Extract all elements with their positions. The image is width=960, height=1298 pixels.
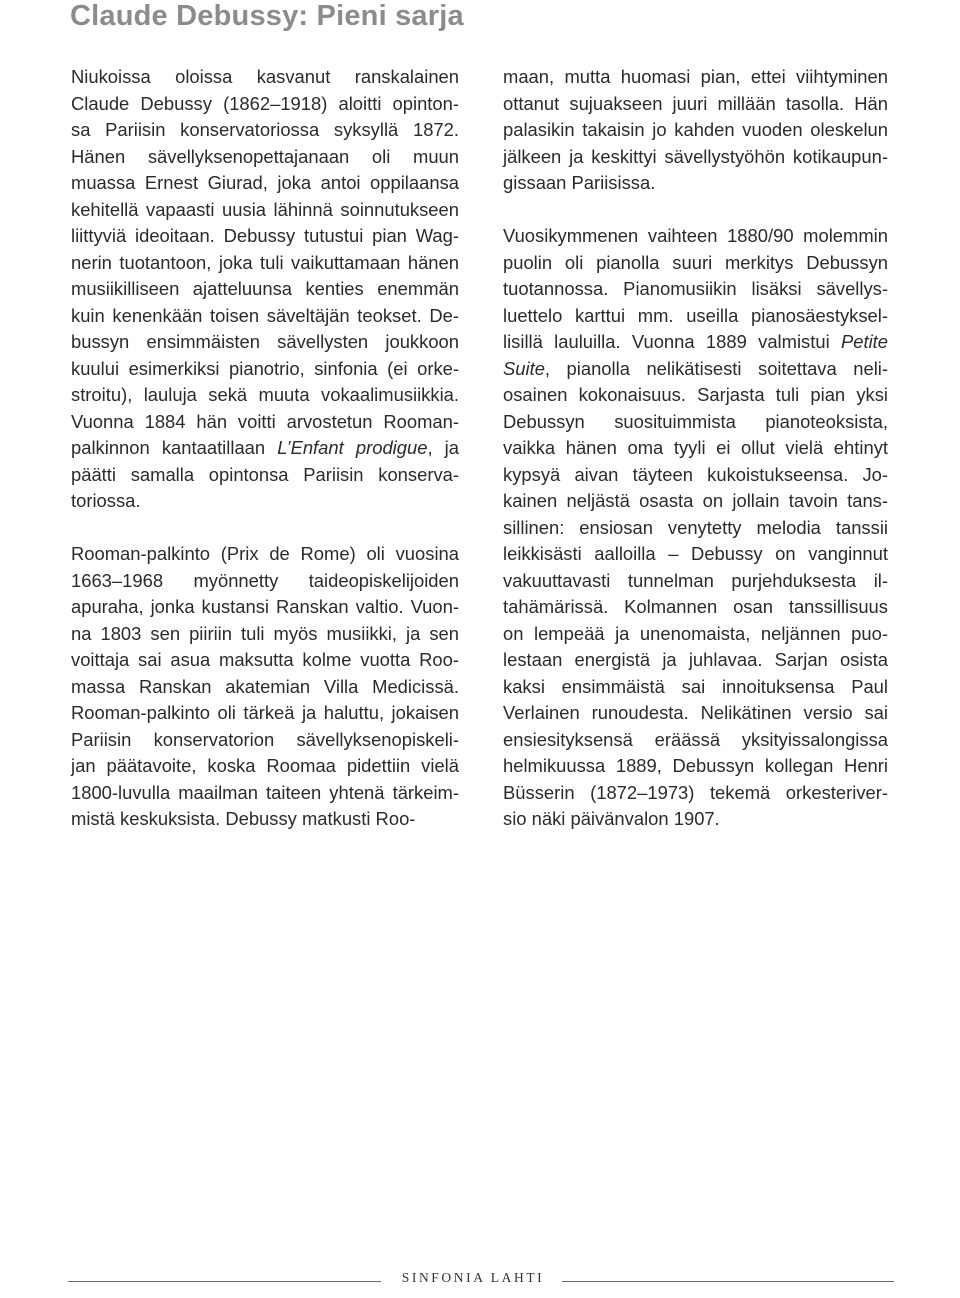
text-line: Vuonna 1884 hän voitti arvostetun Rooman- [71, 410, 459, 432]
text-line: apuraha, jonka kustansi Ranskan valtio. Vuon- [71, 596, 459, 617]
work-title: Suite [503, 357, 545, 379]
text-line: vaikka hänen oma tyyli ei ollut vielä ehtinyt [503, 437, 888, 458]
text-line: kuului esimerkiksi pianotrio, sinfonia (ei orke- [71, 357, 459, 379]
text-line: Niukoissa oloissa kasvanut ranskalainen [71, 66, 459, 87]
text-line: liittyviä ideoitaan. Debussy tutustui pian Wag- [71, 225, 459, 246]
footer-label: SINFONIA LAHTI [401, 1270, 545, 1285]
work-title: L’Enfant prodigue [277, 437, 428, 458]
text-line: musiikilliseen ajatteluunsa kenties enemmän [71, 278, 459, 299]
text-line: gissaan Pariisissa. [503, 172, 656, 193]
text-line: Vuosikymmenen vaihteen 1880/90 molemmin [503, 225, 888, 246]
paragraph [71, 64, 459, 515]
text-line: osainen kokonaisuus. Sarjasta tuli pian yksi [503, 384, 888, 405]
text-line: na 1803 sen piiriin tuli myös musiikki, ja sen [71, 622, 459, 644]
text-line: bussyn ensimmäisten sävellysten joukkoon [71, 331, 459, 352]
text-line: palasikin takaisin jo kahden vuoden oleskelun [503, 119, 888, 140]
text-line: jan päätavoite, koska Roomaa pidettiin vielä [71, 755, 459, 776]
text-line: luettelo karttui mm. useilla pianosäestyksel- [503, 304, 888, 326]
text-line: 1663–1968 myönnetty taideopiskelijoiden [71, 569, 459, 591]
text-line: kainen neljästä osasta on jollain tavoin tans- [503, 490, 888, 511]
text-line: lestaan energistä ja juhlavaa. Sarjan osista [503, 649, 888, 670]
text-line: toriossa. [71, 490, 141, 511]
right-column [503, 64, 888, 833]
text-line: on lempeää ja unenomaista, neljännen puo- [503, 622, 888, 644]
text-line: sa Pariisin konservatoriossa syksyllä 1872. [71, 119, 459, 140]
text-line: voittaja sai asua maksutta kolme vuotta Roo- [71, 649, 459, 670]
text-line: ottanut sujuakseen juuri millään tasolla. Hän [503, 92, 888, 114]
text-line: kehitellä vapaasti uusia lähinnä soinnutukseen [71, 198, 459, 220]
text-line: kuin kenenkään toisen säveltäjän teokset. De- [71, 304, 459, 326]
left-column [71, 64, 459, 833]
text-line: helmikuussa 1889, Debussyn kollegan Henri [503, 755, 888, 776]
paragraph [503, 64, 888, 197]
text-line: mistä keskuksista. Debussy matkusti Roo- [71, 808, 416, 829]
text-line: vakuuttavasti tunnelman purjehduksesta il- [503, 569, 888, 591]
paragraph-gap [503, 197, 888, 224]
text-line: Pariisin konservatorion sävellyksenopiskeli- [71, 728, 459, 750]
text-line: Büsserin (1872–1973) tekemä orkesteriver- [503, 781, 888, 803]
text-line: kypsyä aivan täyteen kukoistukseensa. Jo- [503, 463, 888, 485]
text-line: nerin tuotantoon, joka tuli vaikuttamaan hänen [71, 251, 459, 273]
text-line: päätti samalla opintonsa Pariisin konserva- [71, 463, 459, 485]
text-line: Claude Debussy (1862–1918) aloitti opinton- [71, 92, 459, 114]
text-line: palkinnon kantaatillaan L’Enfant prodigue, ja [71, 437, 459, 458]
text-line: Verlainen runoudesta. Nelikätinen versio sai [503, 702, 888, 723]
text-line: Hänen sävellyksenopettajanaan oli muun [71, 145, 459, 167]
text-line: tuotannossa. Pianomusiikin lisäksi sävellys- [503, 278, 888, 299]
text-line: Rooman-palkinto (Prix de Rome) oli vuosina [71, 543, 459, 564]
text-line: Rooman-palkinto oli tärkeä ja haluttu, jokaisen [71, 702, 459, 723]
text-line: 1800-luvulla maailman taiteen yhtenä tärkeim- [71, 781, 459, 803]
paragraph-gap [71, 515, 459, 542]
text-line: leikkisästi aalloilla – Debussy on vanginnut [503, 543, 888, 564]
footer-rule-left [68, 1281, 381, 1282]
text-line: jälkeen ja keskittyi sävellystyöhön kotikaupun- [503, 145, 888, 167]
text-line: stroitu), lauluja sekä muuta vokaalimusiikkia. [71, 384, 459, 405]
page-title: Claude Debussy: Pieni sarja [70, 0, 464, 32]
text-line: kaksi ensimmäistä sai innoituksensa Paul [503, 675, 888, 697]
text-line: sillinen: ensiosan venytetty melodia tanssii [503, 516, 888, 538]
text-line: tahämärissä. Kolmannen osan tanssillisuus [503, 596, 888, 617]
paragraph [503, 223, 888, 833]
text-line: lisillä lauluilla. Vuonna 1889 valmistui Petite [503, 331, 888, 352]
text-line: Debussyn suosituimmista pianoteoksista, [503, 410, 888, 432]
text-line: massa Ranskan akatemian Villa Medicissä. [71, 675, 459, 697]
text-line: muassa Ernest Giurad, joka antoi oppilaansa [71, 172, 459, 193]
paragraph [71, 541, 459, 833]
text-line: puolin oli pianolla suuri merkitys Debussyn [503, 251, 888, 273]
text-line: ensiesityksensä eräässä yksityissalongissa [503, 728, 888, 750]
footer-rule-right [562, 1281, 894, 1282]
page-footer [0, 1268, 960, 1298]
text-line: sio näki päivänvalon 1907. [503, 808, 720, 829]
work-title: Petite [840, 331, 888, 352]
text-line: maan, mutta huomasi pian, ettei viihtyminen [503, 66, 888, 87]
text-line: Suite, pianolla nelikätisesti soitettava neli- [503, 357, 888, 379]
